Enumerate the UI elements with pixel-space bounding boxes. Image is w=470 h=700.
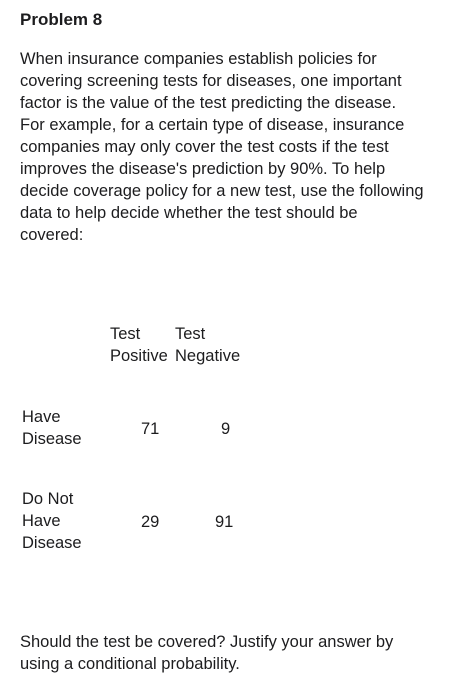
statement-line: decide coverage policy for a new test, use the following — [20, 182, 424, 200]
cell-disease-negative: 9 — [221, 420, 231, 438]
col-header-negative-line1: Test — [175, 325, 206, 343]
problem-title: Problem 8 — [20, 10, 103, 29]
statement-line: For example, for a certain type of disease, insurance — [20, 116, 405, 134]
statement-line: When insurance companies establish policies for — [20, 50, 377, 68]
statement-line: factor is the value of the test predicting the disease. — [20, 94, 397, 112]
row-label-line: Disease — [22, 534, 82, 552]
question-line: Should the test be covered? Justify your answer by — [20, 633, 394, 651]
cell-nodisease-negative: 91 — [215, 513, 234, 531]
statement-line: improves the disease's prediction by 90%. To help — [20, 160, 386, 178]
statement-line: companies may only cover the test costs if the test — [20, 138, 389, 156]
statement-line: covering screening tests for diseases, one important — [20, 72, 402, 90]
problem-statement — [20, 48, 460, 246]
statement-line: data to help decide whether the test should be — [20, 204, 358, 222]
cell-disease-positive: 71 — [141, 420, 160, 438]
row-label-line: Do Not — [22, 490, 74, 508]
question-prompt — [20, 631, 460, 675]
row-label-line: Have — [22, 408, 61, 426]
row-label-line: Have — [22, 512, 61, 530]
col-header-positive-line2: Positive — [110, 347, 168, 365]
col-header-positive-line1: Test — [110, 325, 141, 343]
row-label-line: Disease — [22, 430, 82, 448]
col-header-negative-line2: Negative — [175, 347, 241, 365]
cell-nodisease-positive: 29 — [141, 513, 160, 531]
question-line: using a conditional probability. — [20, 655, 240, 673]
row-label-no-disease — [22, 488, 82, 554]
row-label-have-disease — [22, 406, 82, 450]
statement-line: covered: — [20, 226, 84, 244]
